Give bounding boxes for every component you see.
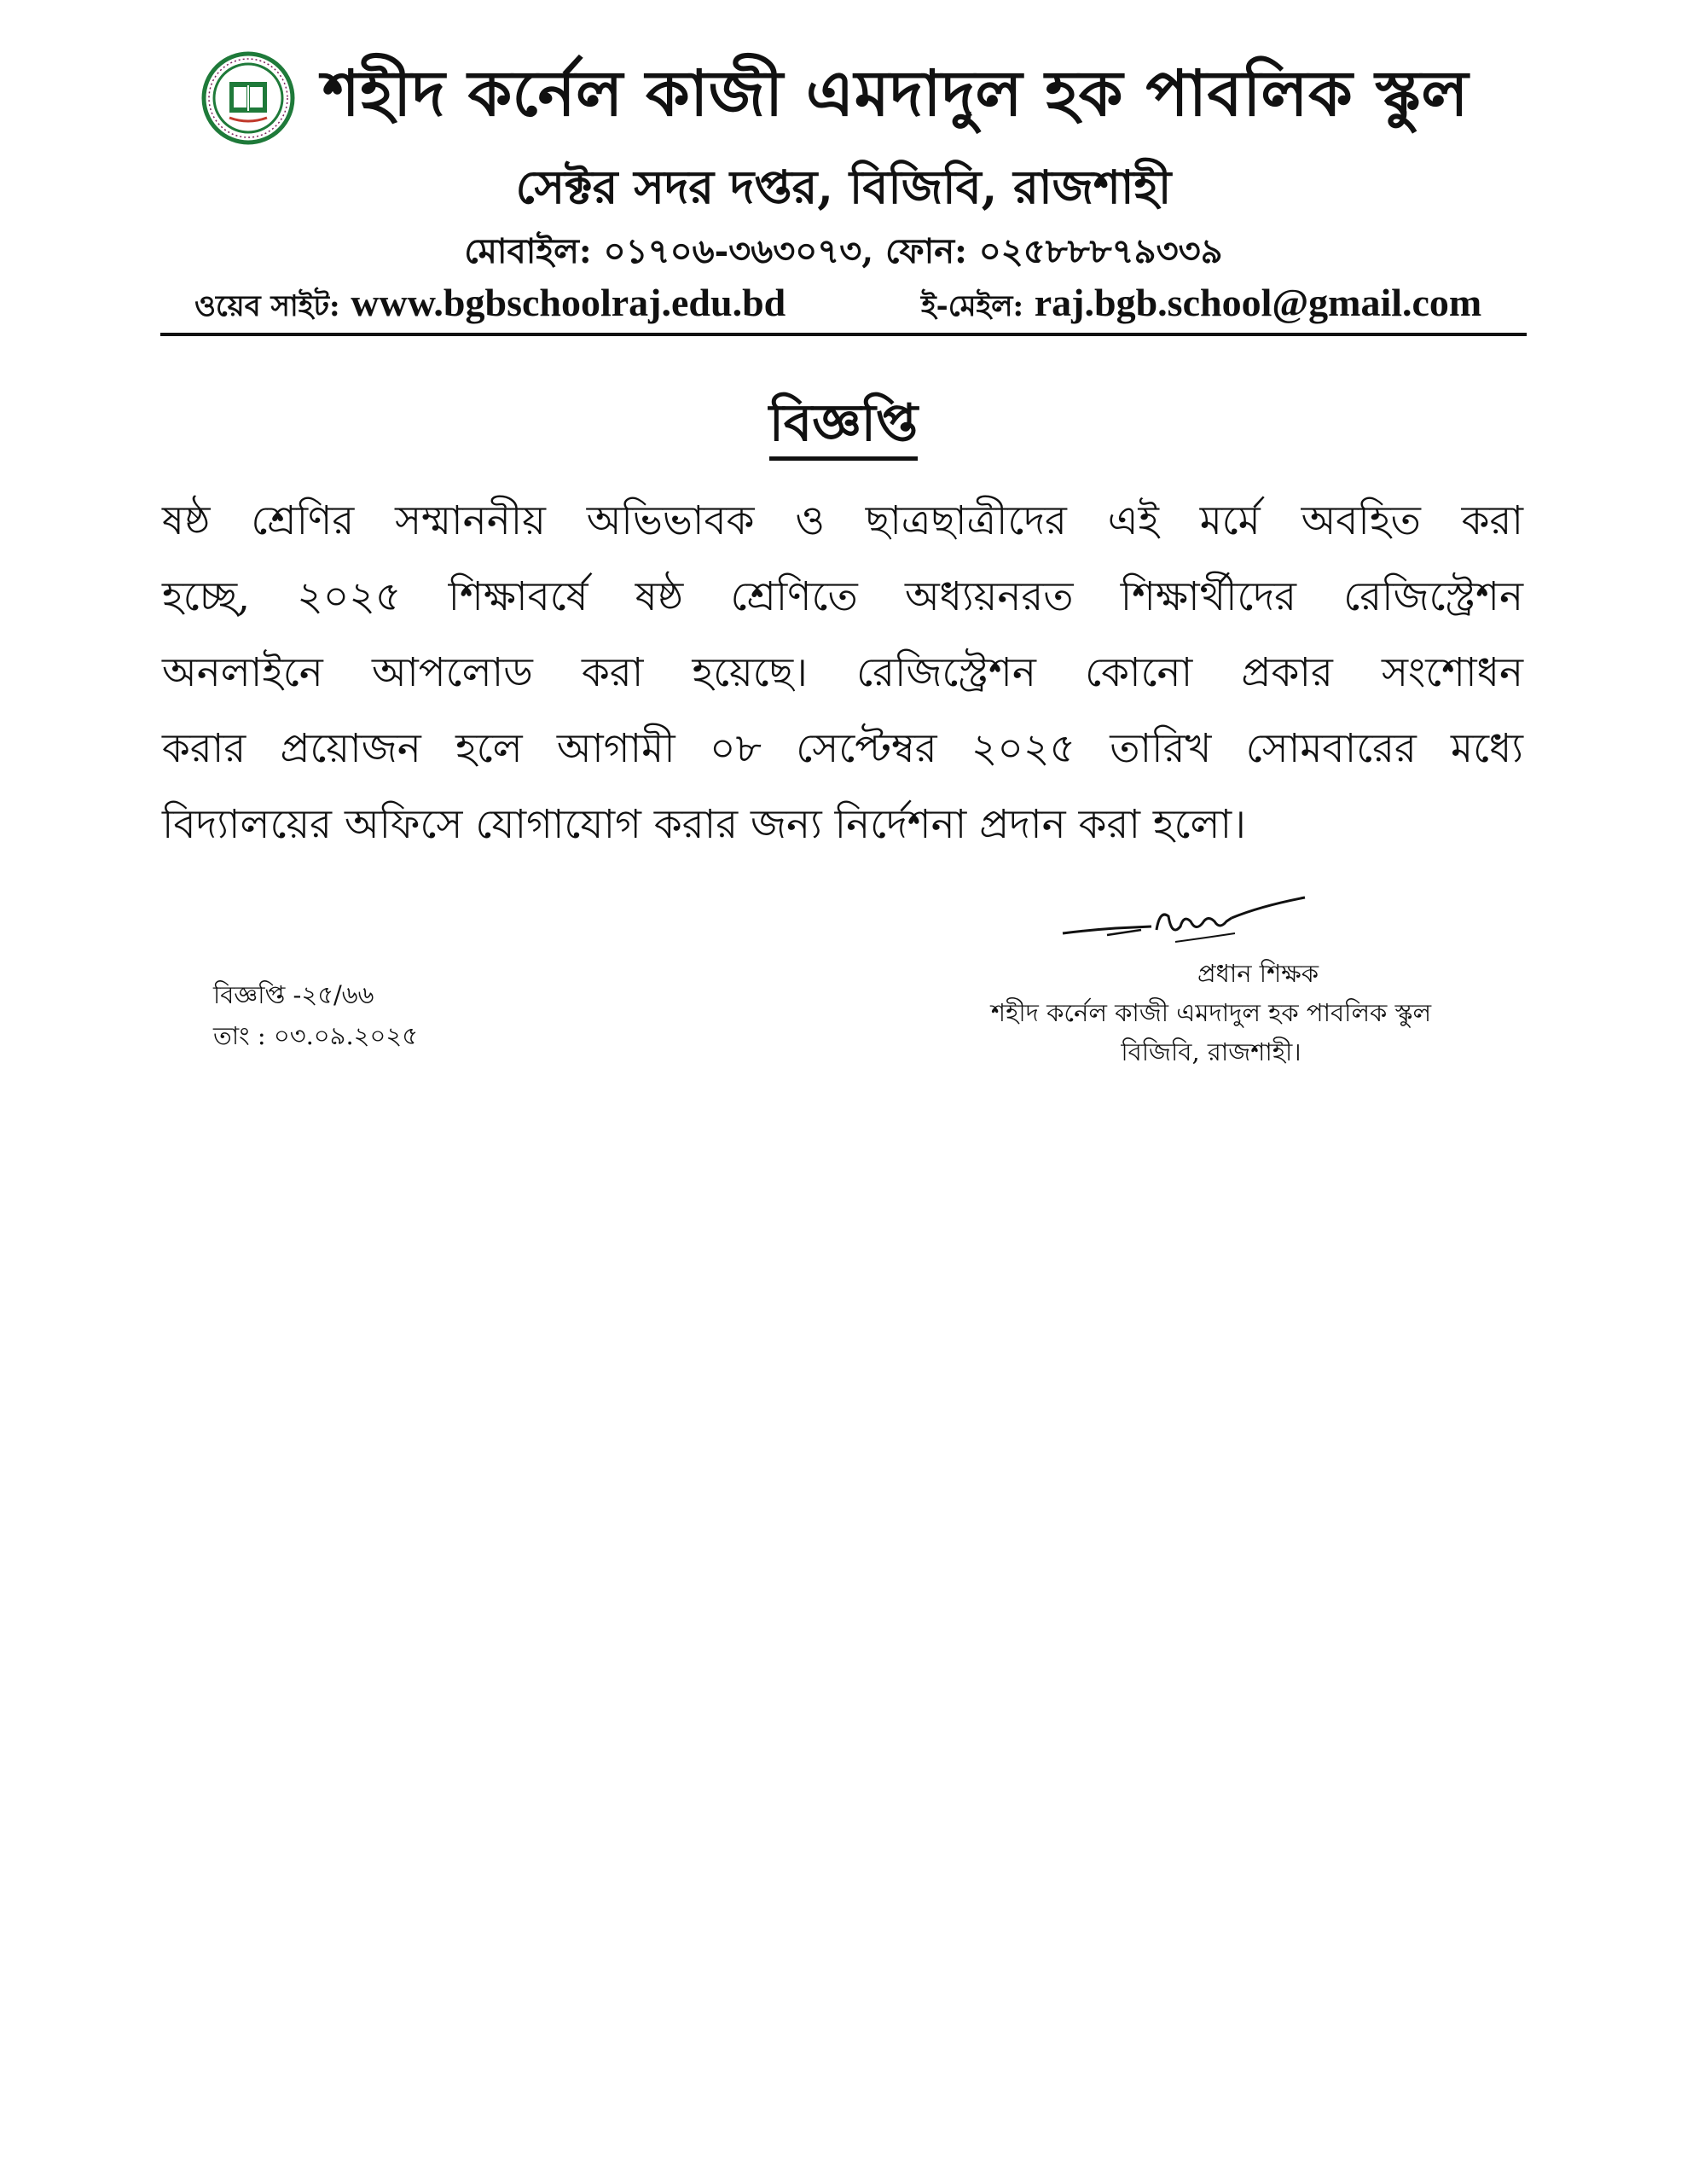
website-label: ওয়েব সাইট: [194, 289, 340, 323]
email-block [921, 280, 1481, 329]
school-crest-logo [201, 51, 295, 145]
notice-title [0, 389, 1687, 457]
mobile-number: ০১৭০৬-৩৬৩০৭৩ [603, 231, 862, 271]
letterhead-divider [160, 333, 1527, 336]
phone-number: ০২৫৮৮৮৭৯৩৩৯ [978, 231, 1223, 271]
notice-body-line: করার প্রয়োজন হলে আগামী ০৮ সেপ্টেম্বর ২০২৫ তারিখ সোমবারের মধ্যে [162, 725, 1523, 772]
reference-block [213, 974, 554, 1056]
signatory-block [921, 954, 1501, 1072]
headmaster-signature [1056, 892, 1312, 961]
notice-body [162, 483, 1523, 863]
notice-body-line: অনলাইনে আপলোড করা হয়েছে। রেজিস্ট্রেশন কোনো প্রকার সংশোধন [162, 649, 1523, 696]
school-name: শহীদ কর্নেল কাজী এমদাদুল হক পাবলিক স্কুল [322, 57, 1469, 131]
contact-line [160, 229, 1527, 275]
notice-body-line: বিদ্যালয়ের অফিসে যোগাযোগ করার জন্য নির্দেশনা প্রদান করা হলো। [162, 801, 1246, 848]
school-address: সেক্টর সদর দপ্তর, বিজিবি, রাজশাহী [515, 160, 1172, 214]
reference-date: তাং : ০৩.০৯.২০২৫ [213, 1021, 419, 1050]
letterhead [160, 43, 1527, 338]
signatory-location: বিজিবি, রাজশাহী। [1121, 1037, 1301, 1066]
email-label: ই-মেইল: [921, 289, 1024, 323]
website-link[interactable]: www.bgbschoolraj.edu.bd [351, 281, 786, 324]
mobile-label: মোবাইল: [464, 231, 592, 271]
contact-separator: , [861, 231, 886, 271]
reference-number: বিজ্ঞপ্তি -২৫/৬৬ [213, 980, 374, 1009]
signatory-designation: প্রধান শিক্ষক [1197, 959, 1319, 988]
notice-title-text: বিজ্ঞপ্তি [769, 393, 918, 461]
phone-label: ফোন: [885, 231, 967, 271]
signatory-institution: শহীদ কর্নেল কাজী এমদাদুল হক পাবলিক স্কুল [990, 998, 1432, 1027]
notice-body-line: হচ্ছে, ২০২৫ শিক্ষাবর্ষে ষষ্ঠ শ্রেণিতে অধ্যয়নরত শিক্ষার্থীদের রেজিস্ট্রেশন [162, 573, 1523, 620]
notice-body-line: ষষ্ঠ শ্রেণির সম্মাননীয় অভিভাবক ও ছাত্রছাত্রীদের এই মর্মে অবহিত করা [162, 497, 1523, 544]
web-email-line [194, 280, 1525, 329]
email-link[interactable]: raj.bgb.school@gmail.com [1034, 281, 1482, 324]
